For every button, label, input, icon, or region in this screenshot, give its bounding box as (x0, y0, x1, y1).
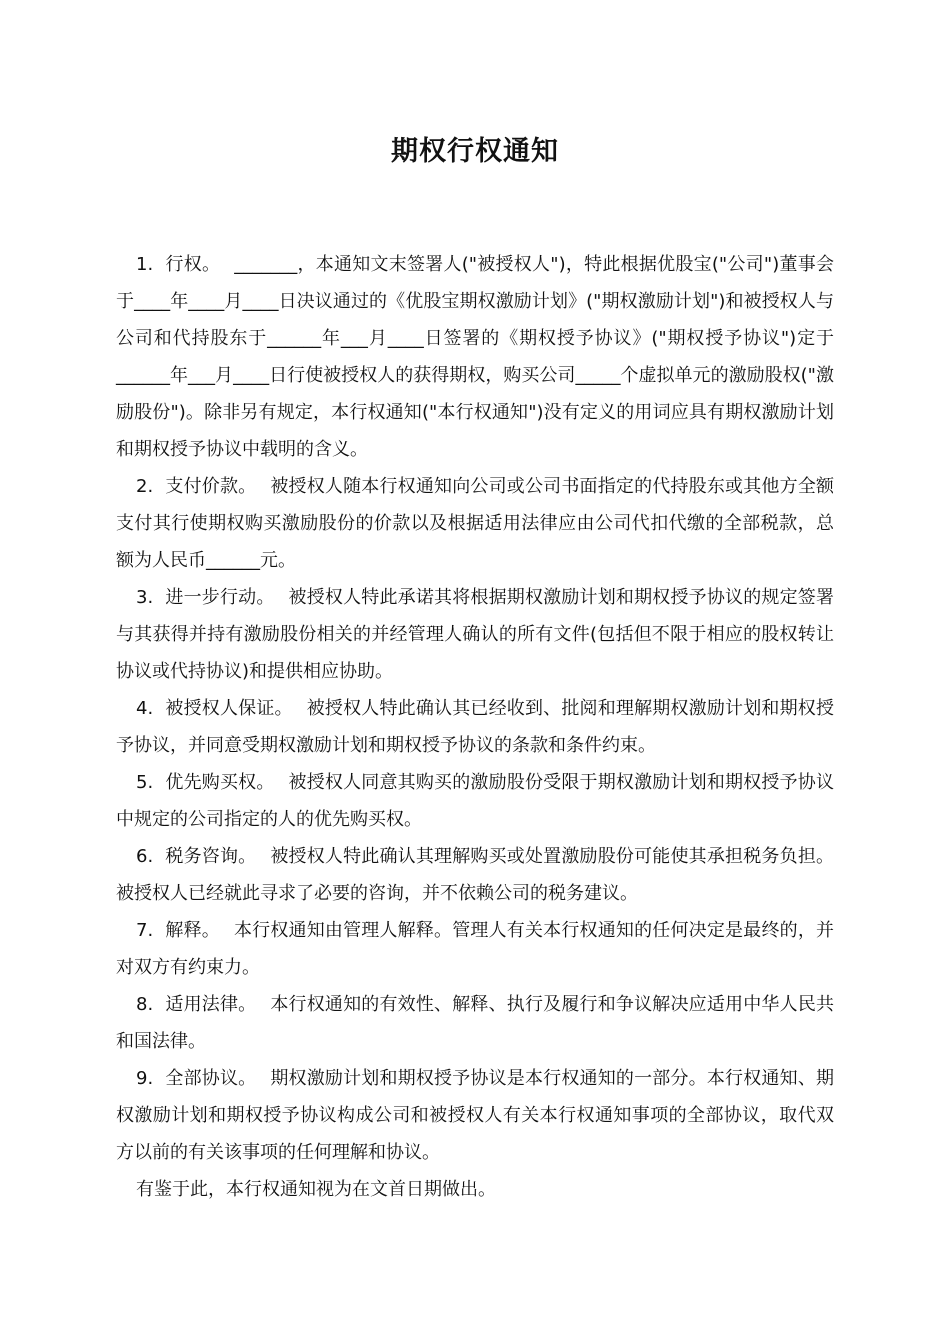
clause-text: 本行权通知由管理人解释。管理人有关本行权通知的任何决定是最终的，并对双方有约束力。 (116, 920, 835, 978)
clause-9 (116, 1060, 834, 1171)
clause-number: 4. (136, 698, 154, 719)
clause-heading: 支付价款。 (165, 476, 257, 497)
clause-2 (116, 468, 834, 579)
clause-7 (116, 912, 834, 986)
clause-heading: 解释。 (165, 920, 220, 941)
clause-number: 8. (136, 994, 154, 1015)
clause-8 (116, 986, 834, 1060)
clause-heading: 被授权人保证。 (165, 698, 293, 719)
clause-number: 6. (136, 846, 154, 867)
clause-heading: 税务咨询。 (165, 846, 257, 867)
clause-number: 1. (136, 254, 154, 275)
clause-3 (116, 579, 834, 690)
clause-4 (116, 690, 834, 764)
clause-number: 5. (136, 772, 154, 793)
clause-heading: 优先购买权。 (165, 772, 275, 793)
clause-text: 被授权人同意其购买的激励股份受限于期权激励计划和期权授予协议中规定的公司指定的人的优先购买权。 (116, 772, 835, 830)
clause-text: 被授权人特此承诺其将根据期权激励计划和期权授予协议的规定签署与其获得并持有激励股份相关的并经管理人确认的所有文件(包括但不限于相应的股权转让协议或代持协议)和提供相应协助。 (116, 587, 835, 682)
clause-text: _______，本通知文末签署人("被授权人")，特此根据优股宝("公司")董事会于____年____月____日决议通过的《优股宝期权激励计划》("期权激励计划")和被授权人与公司和代持股东于______年___月____日签署的《期权授予协议》("期权授予协议")定于______年___月____日行使被授权人的获得期权，购买公司_____个虚拟单元的激励股权("激励股份")。除非另有规定，本行权通知("本行权通知")没有定义的用词应具有期权激励计划和期权授予协议中载明的含义。 (116, 254, 834, 460)
clause-text: 被授权人随本行权通知向公司或公司书面指定的代持股东或其他方全额支付其行使期权购买激励股份的价款以及根据适用法律应由公司代扣代缴的全部税款，总额为人民币______元。 (116, 476, 835, 571)
clause-text: 被授权人特此确认其理解购买或处置激励股份可能使其承担税务负担。被授权人已经就此寻求了必要的咨询，并不依赖公司的税务建议。 (116, 846, 835, 904)
clause-number: 7. (136, 920, 154, 941)
closing-statement: 有鉴于此，本行权通知视为在文首日期做出。 (136, 1179, 496, 1200)
clause-number: 3. (136, 587, 154, 608)
clause-number: 2. (136, 476, 154, 497)
document-title: 期权行权通知 (391, 136, 559, 167)
clause-text: 本行权通知的有效性、解释、执行及履行和争议解决应适用中华人民共和国法律。 (116, 994, 835, 1052)
clause-heading: 全部协议。 (165, 1068, 257, 1089)
document-body (116, 246, 834, 1208)
clause-heading: 适用法律。 (165, 994, 257, 1015)
clause-heading: 进一步行动。 (165, 587, 275, 608)
clause-1 (116, 246, 834, 468)
clause-text: 期权激励计划和期权授予协议是本行权通知的一部分。本行权通知、期权激励计划和期权授予协议构成公司和被授权人有关本行权通知事项的全部协议，取代双方以前的有关该事项的任何理解和协议。 (116, 1068, 835, 1163)
clause-5 (116, 764, 834, 838)
clause-6 (116, 838, 834, 912)
clause-heading: 行权。 (165, 254, 221, 275)
clause-text: 被授权人特此确认其已经收到、批阅和理解期权激励计划和期权授予协议，并同意受期权激励计划和期权授予协议的条款和条件约束。 (116, 698, 834, 756)
clause-number: 9. (136, 1068, 154, 1089)
